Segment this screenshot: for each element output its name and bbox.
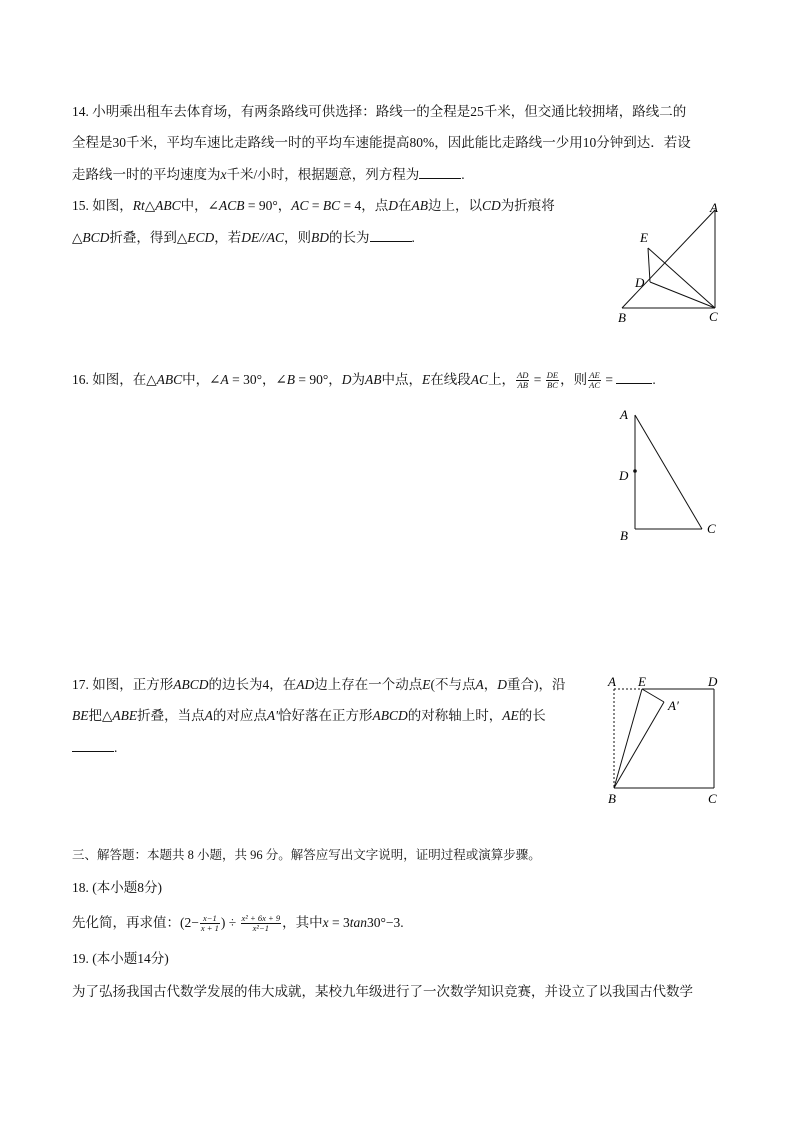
- q15-math: BC: [322, 198, 341, 213]
- q17-text: 把△: [88, 708, 113, 723]
- q14-period: .: [461, 167, 465, 182]
- q15-math: ABC: [155, 198, 181, 213]
- q14-text: 走路线一时的平均速度为: [72, 167, 221, 182]
- q15-segment-ab: [622, 210, 715, 308]
- q16-frac-num: AE: [589, 370, 600, 381]
- q17-line2: [72, 708, 546, 724]
- q15-label-d: D: [635, 275, 645, 290]
- q16-segment-ac: [635, 415, 702, 529]
- q17-line3: [72, 739, 117, 756]
- q16-math: =: [530, 372, 545, 387]
- q17-math: AE: [502, 708, 519, 723]
- q15-figure: [610, 198, 730, 328]
- q15-line1: [72, 198, 555, 214]
- q18-math: tan: [349, 915, 367, 930]
- q17-figure: [604, 672, 724, 808]
- q16-math: = 90°，: [295, 372, 342, 387]
- q16-label-d: D: [619, 468, 629, 483]
- q16-text: ，则: [560, 372, 588, 387]
- q18-text: 先化简，再求值：(2−: [72, 915, 199, 930]
- q17-label-c: C: [708, 791, 717, 806]
- q17-math: D: [497, 677, 507, 692]
- q14-text: 千米/小时，根据题意，列方程为: [226, 167, 420, 182]
- q16-math: E: [422, 372, 431, 387]
- q15-text: 边上，以: [428, 198, 482, 213]
- q16-math: AC: [470, 372, 489, 387]
- q15-math: =: [308, 198, 323, 213]
- q16-period: .: [652, 372, 656, 387]
- q16-text: 16. 如图，在△: [72, 372, 157, 387]
- q15-text: ，若: [214, 230, 242, 245]
- q15-line2: [72, 229, 415, 246]
- q15-segment-dc: [650, 282, 715, 308]
- q15-segment-ec: [648, 248, 715, 308]
- q18-math: 30°−3.: [367, 915, 404, 930]
- q15-math: DE//AC: [241, 230, 285, 245]
- q16-frac-den: AB: [517, 380, 528, 391]
- q14-answer-blank: [419, 166, 461, 179]
- q16-line1: [72, 370, 656, 390]
- q16-math: =: [602, 372, 617, 387]
- q16-math: B: [286, 372, 296, 387]
- q17-label-e: E: [638, 674, 646, 689]
- q16-math: ABC: [156, 372, 183, 387]
- q18-fraction-2: [241, 914, 282, 933]
- q17-math: BE: [72, 708, 89, 723]
- q17-text: 的对称轴上时，: [407, 708, 503, 723]
- q18-math: ) ÷: [220, 915, 240, 930]
- q16-frac-den: BC: [547, 380, 558, 391]
- q15-answer-blank: [370, 229, 412, 242]
- q14-line2: 全程是30千米，平均车速比走路线一时的平均车速能提高80%，因此能比走路线一少用10分钟到达．若设: [72, 135, 691, 150]
- q18-math: = 3: [328, 915, 350, 930]
- q17-text: 的长: [518, 708, 546, 723]
- q17-segment-ba1: [614, 702, 664, 788]
- q18-fraction-1: [200, 914, 220, 933]
- q15-math: ECD: [187, 230, 215, 245]
- q14-var-x: x: [220, 167, 227, 182]
- q18-math: x: [322, 915, 329, 930]
- section-3-heading: 三、解答题：本题共 8 小题，共 96 分。解答应写出文字说明，证明过程或演算步骤。: [72, 848, 541, 862]
- q16-answer-blank: [616, 371, 652, 384]
- q16-text: 为: [351, 372, 366, 387]
- q16-text: 上，: [488, 372, 516, 387]
- q19-title: 19. (本小题14分): [72, 951, 169, 966]
- q15-math: AC: [291, 198, 309, 213]
- q15-math: D: [388, 198, 398, 213]
- q18-text: ，其中: [282, 915, 323, 930]
- q15-segment-ed: [648, 248, 650, 282]
- q16-frac-num: DE: [546, 370, 559, 381]
- q16-text: 中点，: [381, 372, 423, 387]
- q15-math: CD: [482, 198, 501, 213]
- q17-math: A': [266, 708, 279, 723]
- q15-label-e: E: [640, 230, 648, 245]
- q18-title: 18. (本小题8分): [72, 880, 162, 895]
- q15-text: 在: [398, 198, 412, 213]
- q18-frac-den: x²−1: [252, 923, 269, 934]
- q16-fraction-de-bc: [546, 371, 559, 390]
- q15-math: ACB: [218, 198, 245, 213]
- q15-math: △: [144, 198, 156, 213]
- q16-text: 在线段: [430, 372, 471, 387]
- q17-label-a: A: [608, 674, 616, 689]
- q17-label-d: D: [708, 674, 718, 689]
- q17-math: A: [204, 708, 213, 723]
- q17-period: .: [114, 740, 118, 755]
- q18-line: [72, 912, 404, 934]
- q15-math: BCD: [82, 230, 110, 245]
- q16-point-d: [633, 469, 637, 473]
- q15-text: 中，∠: [180, 198, 219, 213]
- q16-frac-num: AD: [517, 370, 529, 381]
- q17-math: A: [475, 677, 484, 692]
- q15-text: 折叠，得到△: [109, 230, 188, 245]
- q18-frac-den: x + 1: [200, 923, 219, 934]
- q14-line3: [72, 166, 465, 183]
- q16-math: A: [220, 372, 229, 387]
- q15-label-b: B: [618, 310, 626, 325]
- q17-text: 恰好落在正方形: [278, 708, 373, 723]
- q15-math: AB: [411, 198, 428, 213]
- q16-figure: [612, 405, 722, 545]
- q17-segment-be: [614, 689, 642, 788]
- q15-math: BD: [311, 230, 330, 245]
- q15-period: .: [411, 230, 415, 245]
- q17-segment-ea1: [642, 689, 664, 702]
- q16-fraction-ad-ab: [516, 371, 529, 390]
- q15-text: = 4，点: [340, 198, 389, 213]
- q15-label-c: C: [709, 309, 718, 324]
- q16-text: 中，∠: [182, 372, 221, 387]
- q15-math: Rt: [132, 198, 145, 213]
- q16-label-a: A: [620, 407, 628, 422]
- q18-frac-num: x−1: [200, 914, 220, 924]
- q17-label-a-prime: A′: [668, 698, 679, 713]
- q17-text: 边上存在一个动点: [314, 677, 423, 692]
- q14-line1: 14. 小明乘出租车去体育场，有两条路线可供选择：路线一的全程是25千米，但交通比较拥堵，路线二的: [72, 104, 687, 119]
- q17-text: 折叠，当点: [137, 708, 205, 723]
- q17-math: AD: [296, 677, 315, 692]
- q17-text: 的对应点: [212, 708, 267, 723]
- q15-text: 的长为: [329, 230, 370, 245]
- q15-math: △: [72, 230, 83, 245]
- q17-label-b: B: [608, 791, 616, 806]
- q17-answer-blank: [72, 739, 114, 752]
- q17-math: ABCD: [372, 708, 408, 723]
- q17-line1: [72, 677, 566, 693]
- q17-text: 重合)，沿: [507, 677, 566, 692]
- q15-text: 15. 如图，: [72, 198, 133, 213]
- q16-math: = 30°，∠: [228, 372, 287, 387]
- q16-math: D: [341, 372, 352, 387]
- q19-line1: 为了弘扬我国古代数学发展的伟大成就，某校九年级进行了一次数学知识竞赛，并设立了以我国古代数学: [72, 984, 693, 999]
- q15-math: = 90°，: [244, 198, 292, 213]
- q17-math: E: [422, 677, 431, 692]
- q18-frac-num: x² + 6x + 9: [241, 913, 281, 924]
- q16-label-b: B: [620, 528, 628, 543]
- q15-text: 为折痕将: [500, 198, 555, 213]
- q16-math: AB: [365, 372, 382, 387]
- q17-math: ABE: [112, 708, 138, 723]
- q17-text: (不与点: [430, 677, 476, 692]
- q16-fraction-ae-ac: [588, 371, 601, 390]
- q17-math: ABCD: [173, 677, 209, 692]
- q17-text: 的边长为4，在: [208, 677, 297, 692]
- q17-text: 17. 如图，正方形: [72, 677, 174, 692]
- q17-text: ，: [483, 677, 498, 692]
- q16-frac-den: AC: [589, 380, 600, 391]
- q15-text: ，则: [284, 230, 312, 245]
- q15-label-a: A: [710, 200, 718, 215]
- q16-label-c: C: [707, 521, 716, 536]
